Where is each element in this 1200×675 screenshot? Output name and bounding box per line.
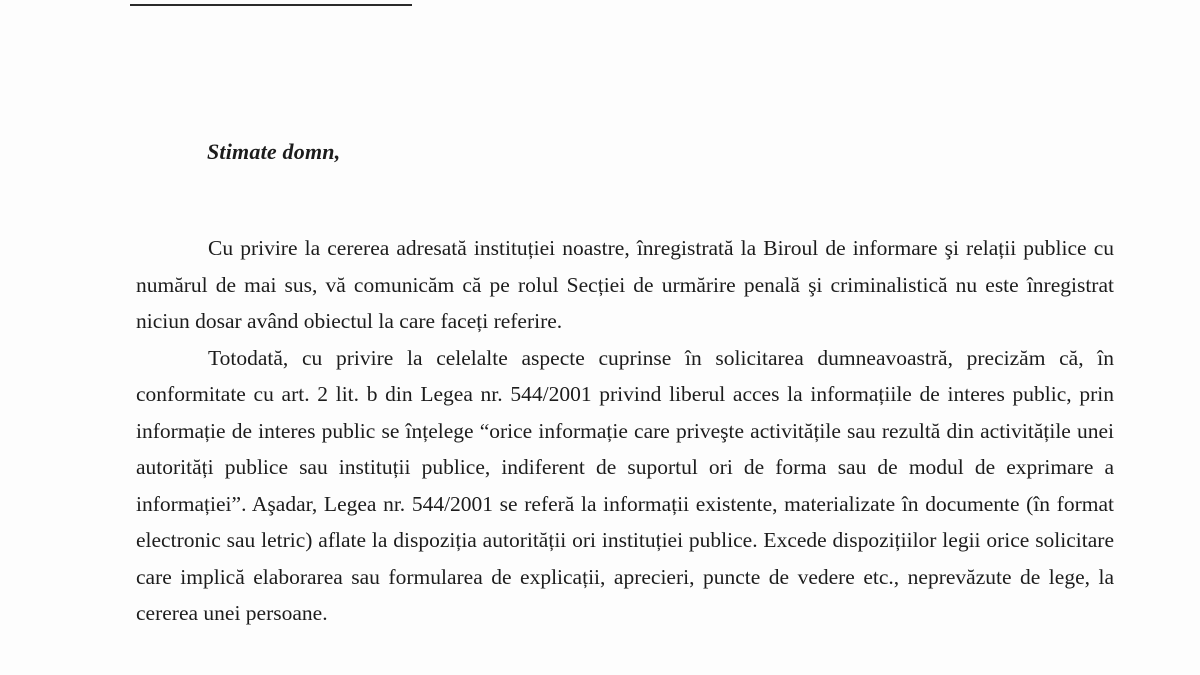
salutation: Stimate domn, [207, 139, 341, 164]
paragraph-1: Cu privire la cererea adresată instituției noastre, înregistrată la Biroul de informare şi relații publice cu numărul de mai sus, vă comunicăm că pe rolul Secției de urmărire penală şi criminalistică nu este înregistrat niciun dosar având obiectul la care faceți referire. [136, 236, 1114, 333]
paragraph-2: Totodată, cu privire la celelalte aspecte cuprinse în solicitarea dumneavoastră, precizăm că, în conformitate cu art. 2 lit. b din Legea nr. 544/2001 privind liberul acces la informațiile de interes public, prin informație de interes public se înțelege “orice informație care priveşte activitățile sau rezultă din activitățile unei autorități publice sau instituții publice, indiferent de suportul ori de forma sau de modul de exprimare a informației”. Aşadar, Legea nr. 544/2001 se referă la informații existente, materializate în documente (în format electronic sau letric) aflate la dispoziția autorității ori instituției publice. Excede dispozițiilor legii orice solicitare care implică elaborarea sau formularea de explicații, aprecieri, puncte de vedere etc., neprevăzute de lege, la cererea unei persoane. [136, 345, 1114, 625]
header-underline [130, 0, 412, 6]
letter-body [136, 230, 1114, 632]
